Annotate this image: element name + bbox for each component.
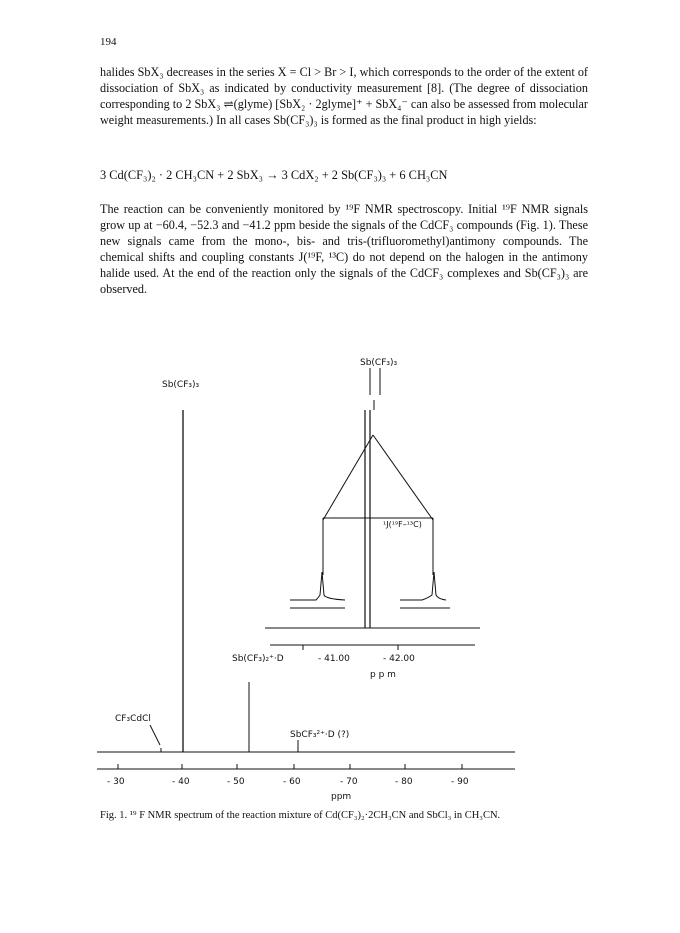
reaction-equation: 3 Cd(CF₃)₂ · 2 CH₃CN + 2 SbX₃ → 3 CdX₂ + 2 Sb(CF₃)₃ + 6 CH₃CN: [100, 168, 448, 182]
figure-caption: Fig. 1. ¹⁹ F NMR spectrum of the reaction mixture of Cd(CF₃)₂·2CH₃CN and SbCl₃ in CH₃CN.: [100, 810, 501, 821]
main-tick-label-30: - 30: [107, 777, 125, 787]
label-inset-tick-42: - 42.00: [383, 654, 415, 664]
paragraph-1: halides SbX₃ decreases in the series X = Cl > Br > I, which corresponds to the order of the extent of dissociation of SbX₃ as indicated by conductivity measurement [8]. (The degree of dissociation corresponding to 2 SbX₃ ⇌(glyme) [SbX₂ · 2glyme]⁺ + SbX₄⁻ can also be assessed from molecular weight measurements.) In all cases Sb(CF₃)₃ is formed as the final product in high yields:: [100, 65, 588, 128]
satellite-left: [290, 572, 345, 600]
main-tick-label-50: - 50: [227, 777, 245, 787]
label-sb-cf3-3-main: Sb(CF₃)₃: [162, 380, 200, 390]
cf3cdcl-pointer: [150, 725, 160, 745]
main-tick-label-70: - 70: [340, 777, 358, 787]
main-tick-label-60: - 60: [283, 777, 301, 787]
nmr-figure: [0, 340, 680, 840]
label-inset-tick-41: - 41.00: [318, 654, 350, 664]
label-sb-cf3-2-plus: Sb(CF₃)₂⁺·D: [232, 654, 284, 664]
label-sb-cf3-3-inset: Sb(CF₃)₃: [360, 358, 398, 368]
label-sbcf3-2plus: SbCF₃²⁺·D (?): [290, 730, 350, 740]
label-inset-ppm: p p m: [370, 670, 396, 680]
nmr-spectrum-svg: [0, 340, 680, 840]
label-coupling-constant: ¹J(¹⁹F–¹³C): [383, 520, 422, 529]
label-cf3cdcl: CF₃CdCl: [115, 714, 151, 724]
page-number: 194: [100, 36, 117, 48]
main-tick-label-90: - 90: [451, 777, 469, 787]
satellite-right: [400, 572, 446, 600]
main-x-axis-unit: ppm: [331, 792, 352, 802]
connector-right: [373, 435, 433, 520]
main-tick-label-40: - 40: [172, 777, 190, 787]
paragraph-2: The reaction can be conveniently monitored by ¹⁹F NMR spectroscopy. Initial ¹⁹F NMR signals grow up at −60.4, −52.3 and −41.2 ppm beside the signals of the CdCF₃ compounds (Fig. 1). These new signals came from the mono-, bis- and tris-(trifluoromethyl)antimony compounds. The chemical shifts and coupling constants J(¹⁹F, ¹³C) do not depend on the halogen in the antimony halide used. At the end of the reaction only the signals of the CdCF₃ complexes and Sb(CF₃)₃ are observed.: [100, 202, 588, 297]
main-tick-label-80: - 80: [395, 777, 413, 787]
